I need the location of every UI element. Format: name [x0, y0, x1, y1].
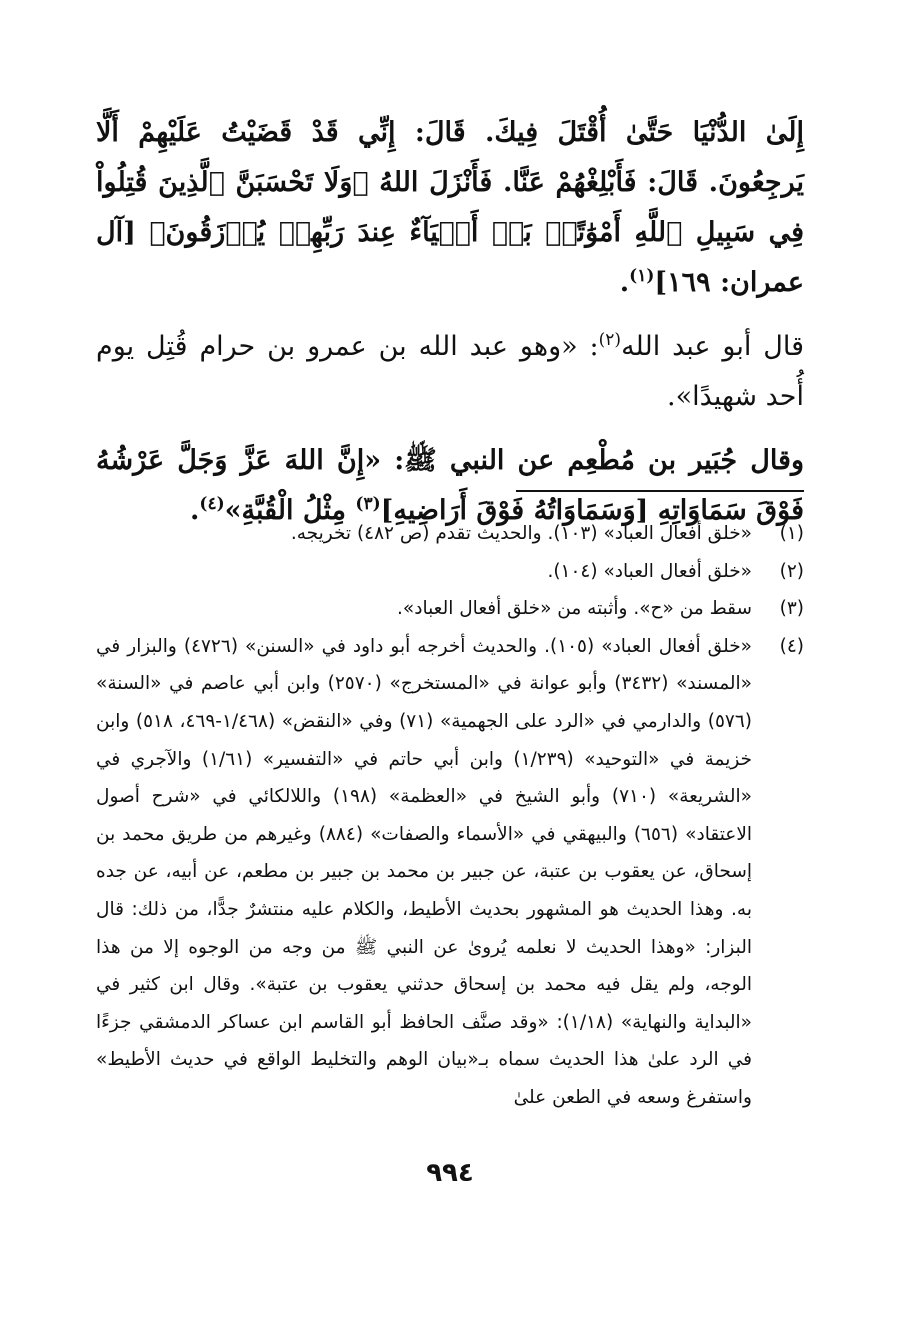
paragraph-tail-end: . — [190, 495, 200, 526]
page-number: ٩٩٤ — [426, 1158, 474, 1188]
footnote-ref-3[interactable]: (٣) — [355, 494, 381, 514]
footnote-text: سقط من «ح». وأثبته من «خلق أفعال العباد». — [397, 598, 752, 620]
paragraph-tail: : «وهو عبد الله بن عمرو بن حرام قُتِل يوم أُحد شهيدًا». — [96, 331, 804, 412]
paragraph-tail: . — [619, 267, 630, 298]
footnotes-list — [96, 515, 804, 1117]
footnote-number: (٢) — [779, 560, 804, 582]
paragraph-text: وقال جُبَير بن مُطْعِم عن النبي ﷺ: «إِنَّ اللهَ عَزَّ وَجَلَّ عَرْشُهُ فَوْقَ سَمَاوَاتِهِ [وَسَمَاوَاتُهُ فَوْقَ أَرَاضِيهِ] — [96, 445, 804, 526]
footnote-item — [96, 590, 804, 628]
footnote-text: «خلق أفعال العباد» (١٠٥). والحديث أخرجه أبو داود في «السنن» (٤٧٢٦) والبزار في «المسند» (٣٤٣٢) وأبو عوانة في «المستخرج» (٢٥٧٠) وابن أبي عاصم في «السنة» (٥٧٦) والدارمي في «الرد على الجهمية» (٧١) وفي «النقض» (١/٤٦٨-٤٦٩، ٥١٨) وابن خزيمة في «التوحيد» (١/٢٣٩) وابن أبي حاتم في «التفسير» (١/٦١) والآجري في «الشريعة» (٧١٠) وأبو الشيخ في «العظمة» (١٩٨) واللالكائي في «شرح أصول الاعتقاد» (٦٥٦) والبيهقي في «الأسماء والصفات» (٨٨٤) وغيرهم من طريق محمد بن إسحاق، عن يعقوب بن عتبة، عن جبير بن محمد بن جبير بن مطعم، عن أبيه، عن جده به. وهذا الحديث هو المشهور بحديث الأطيط، والكلام عليه منتشرٌ جدًّا، من ذلك: قال البزار: «وهذا الحديث لا نعلمه يُروىٰ عن النبي ﷺ من وجه من الوجوه إلا من هذا الوجه، ولم يقل فيه محمد بن إسحاق حدثني يعقوب بن عتبة». وقال ابن كثير في «البداية والنهاية» (١/١٨): «وقد صنَّف الحافظ أبو القاسم ابن عساكر الدمشقي جزءًا في الرد علىٰ هذا الحديث سماه بـ«بيان الوهم والتخليط الواقع في حديث الأطيط» واستفرغ وسعه في الطعن علىٰ — [96, 635, 753, 1108]
main-text — [96, 108, 804, 536]
paragraph-abu-abdullah — [96, 322, 804, 422]
footnote-item — [96, 628, 804, 1117]
paragraph-text: إِلَىٰ الدُّنْيَا حَتَّىٰ أُقْتَلَ فِيكَ. قَالَ: إِنِّي قَدْ قَضَيْتُ عَلَيْهِمْ أَلَّا يَرجِعُونَ. قَالَ: فَأَبْلِغْهُمْ عَنَّا. فَأَنْزَلَ اللهُ ﴿وَلَا تَحْسَبَنَّ ٱلَّذِينَ قُتِلُواْ فِي سَبِيلِ ٱللَّهِ أَمْوَٰتًاۢ بَلۡ أَحۡيَآءٌ عِندَ رَبِّهِمۡ يُرۡزَقُونَ﴾ [آل عمران: ١٦٩] — [96, 117, 804, 298]
footnote-number: (٣) — [779, 598, 804, 620]
footnote-text: «خلق أفعال العباد» (١٠٣). والحديث تقدم (ص ٤٨٢) تخريجه. — [290, 523, 752, 544]
paragraph-tail: مِثْلُ الْقُبَّةِ» — [224, 495, 356, 526]
paragraph-quran-verse — [96, 108, 804, 308]
footnote-item — [96, 515, 804, 553]
footnote-number: (٤) — [779, 635, 804, 657]
footnote-text: «خلق أفعال العباد» (١٠٤). — [547, 560, 752, 582]
footnote-number: (١) — [779, 523, 804, 544]
footnote-item — [96, 553, 804, 591]
footnote-ref-4[interactable]: (٤) — [199, 494, 225, 514]
footnote-ref-2[interactable]: (٢) — [598, 330, 622, 350]
paragraph-text: قال أبو عبد الله — [621, 331, 804, 362]
footnote-ref-1[interactable]: (١) — [629, 266, 655, 286]
footnote-separator — [516, 490, 804, 492]
